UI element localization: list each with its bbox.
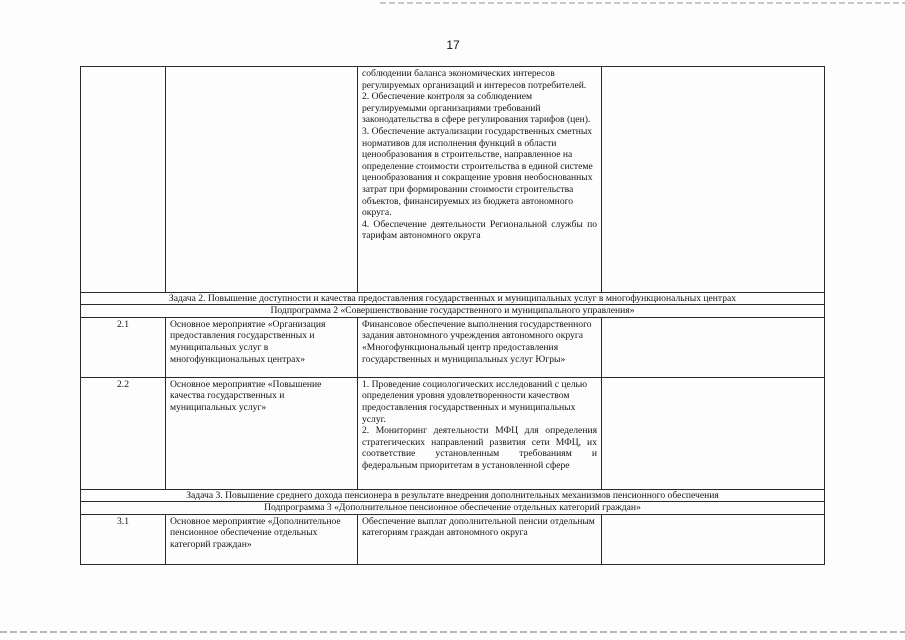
scan-edge-bottom: [0, 631, 905, 633]
content-3-1: Обеспечение выплат дополнительной пенсии отдельным категориям граждан автономного округа: [358, 514, 602, 564]
content-2-1: Финансовое обеспечение выполнения государственного задания автономного учреждения автономного округа «Многофункциональный центр предоставления государственных и муниципальных услуг Югры»: [358, 317, 602, 377]
table-row-subprogram-3: [81, 502, 825, 514]
measure-2-1: Основное мероприятие «Организация предоставления государственных и муниципальных услуг в многофункциональных центрах»: [166, 317, 358, 377]
table-row-3-1: [81, 514, 825, 564]
extra-2-2: [602, 377, 825, 489]
cell-extra-continuation: [602, 67, 825, 293]
content-2-2: [358, 377, 602, 489]
program-table: [80, 66, 825, 565]
scan-edge-top: [380, 2, 905, 4]
row-number-3-1: 3.1: [81, 514, 166, 564]
content-paragraph-control: 2. Обеспечение контроля за соблюдением регулируемыми организациями требований законодательства в сфере регулирования тарифов (цен).: [362, 91, 591, 126]
table-row-2-1: [81, 317, 825, 377]
content-2-2-paragraph-1: 1. Проведение социологических исследований с целью определения уровня удовлетворенности качеством предоставления государственных и муниципальных услуг.: [362, 378, 588, 425]
content-2-2-paragraph-2: 2. Мониторинг деятельности МФЦ для определения стратегических направлений развития сети МФЦ, их соответствие установленным требованиям и федеральным приоритетам в установленной сфере: [362, 425, 597, 471]
cell-measure-continuation: [166, 67, 358, 293]
table-row-subprogram-2: [81, 305, 825, 317]
content-paragraph-balance: соблюдении баланса экономических интересов регулируемых организаций и интересов потребителей.: [362, 68, 587, 91]
task-2-heading: Задача 2. Повышение доступности и качества предоставления государственных и муниципальных услуг в многофункциональных центрах: [81, 293, 825, 305]
row-number-2-1: 2.1: [81, 317, 166, 377]
cell-number-continuation: [81, 67, 166, 293]
table-row-task-2: [81, 293, 825, 305]
table-row-task-3: [81, 489, 825, 501]
measure-3-1: Основное мероприятие «Дополнительное пенсионное обеспечение отдельных категорий граждан»: [166, 514, 358, 564]
table-row-continuation: [81, 67, 825, 293]
table-row-2-2: [81, 377, 825, 489]
content-paragraph-norms: 3. Обеспечение актуализации государственных сметных нормативов для исполнения функций в области ценообразования в строительстве, направленное на определение стоимости строительства в единой системе ценообразования и сокращение уровня необоснованных затрат при формировании стоимости строительства объектов, финансируемых из бюджета автономного округа.: [362, 125, 593, 219]
task-3-heading: Задача 3. Повышение среднего дохода пенсионера в результате внедрения дополнительных механизмов пенсионного обеспечения: [81, 489, 825, 501]
row-number-2-2: 2.2: [81, 377, 166, 489]
content-paragraph-tariff-service: 4. Обеспечение деятельности Региональной службы по тарифам автономного округа: [362, 218, 597, 242]
extra-3-1: [602, 514, 825, 564]
subprogram-3-heading: Подпрограмма 3 «Дополнительное пенсионное обеспечение отдельных категорий граждан»: [81, 502, 825, 514]
subprogram-2-heading: Подпрограмма 2 «Совершенствование государственного и муниципального управления»: [81, 305, 825, 317]
cell-content-continuation: [358, 67, 602, 293]
extra-2-1: [602, 317, 825, 377]
measure-2-2: Основное мероприятие «Повышение качества государственных и муниципальных услуг»: [166, 377, 358, 489]
page-number: 17: [446, 38, 460, 52]
